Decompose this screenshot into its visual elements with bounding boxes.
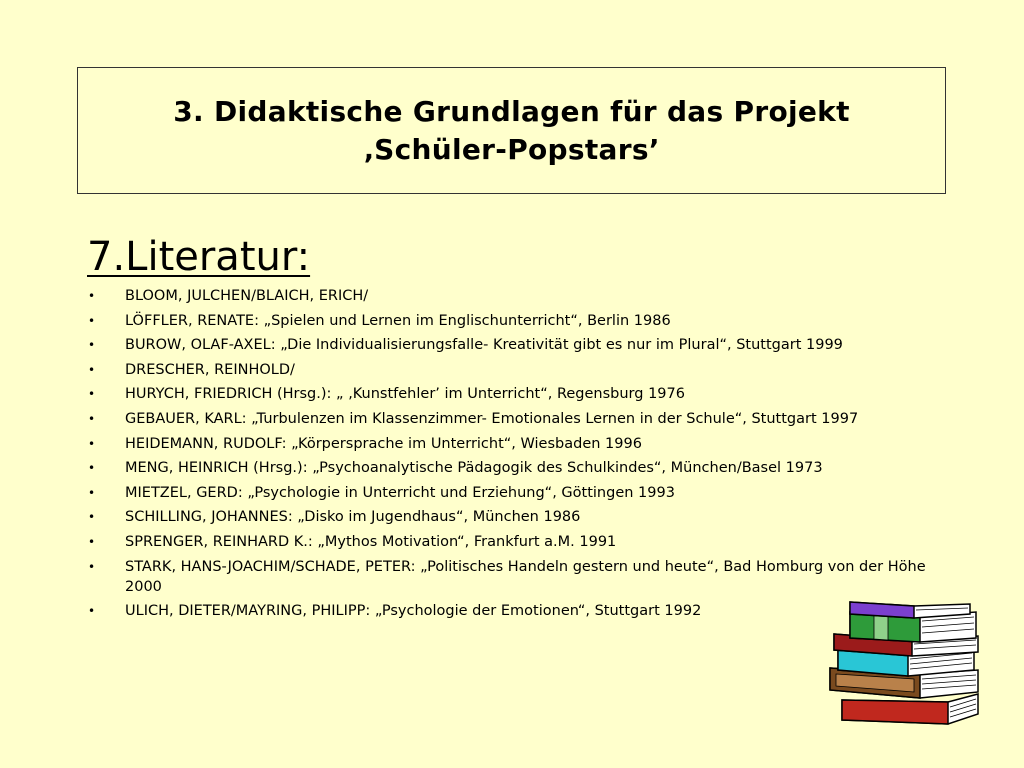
bullet-icon: • [88,338,96,353]
book-stack-icon [828,598,988,728]
slide-title-line-2: ‚Schüler-Popstars’ [363,132,660,166]
literature-entry-text: SCHILLING, JOHANNES: „Disko im Jugendhaus“, München 1986 [125,509,581,526]
literature-entry [88,532,938,552]
book-red [842,694,978,724]
slide-title-box [77,67,946,194]
literature-entry [88,458,938,478]
bullet-icon: • [88,485,96,500]
literature-entry [88,483,938,503]
literature-entry-text: DRESCHER, REINHOLD/ [125,361,295,378]
bullet-icon: • [88,461,96,476]
literature-heading: 7.Literatur: [87,234,311,280]
bullet-icon: • [88,436,96,451]
literature-entry-text: MIETZEL, GERD: „Psychologie in Unterricht und Erziehung“, Göttingen 1993 [125,484,675,501]
literature-entry [88,360,938,380]
literature-entry-text: SPRENGER, REINHARD K.: „Mythos Motivation“, Frankfurt a.M. 1991 [125,533,617,550]
literature-entry-text: BLOOM, JULCHEN/BLAICH, ERICH/ [125,288,369,304]
literature-entry-text: GEBAUER, KARL: „Turbulenzen im Klassenzimmer- Emotionales Lernen in der Schule“, Stuttgart 1997 [125,410,859,427]
bullet-icon: • [88,313,96,328]
bullet-icon: • [88,604,96,619]
literature-list [88,286,938,626]
bullet-icon: • [88,289,96,303]
bullet-icon: • [88,559,96,574]
literature-entry-text: HURYCH, FRIEDRICH (Hrsg.): „ ‚Kunstfehler’ im Unterricht“, Regensburg 1976 [125,386,685,403]
bullet-icon: • [88,534,96,549]
literature-entry [88,409,938,429]
slide-title-line-1: 3. Didaktische Grundlagen für das Projekt [173,94,850,128]
literature-entry [88,434,938,454]
literature-entry-text: STARK, HANS-JOACHIM/SCHADE, PETER: „Politisches Handeln gestern und heute“, Bad Homburg von der Höhe 2000 [125,558,926,595]
literature-entry [88,601,938,621]
literature-entry [88,557,938,597]
literature-entry [88,286,938,306]
literature-entry-text: HEIDEMANN, RUDOLF: „Körpersprache im Unterricht“, Wiesbaden 1996 [125,435,642,452]
book-purple [850,602,970,618]
literature-entry [88,335,938,355]
bullet-icon: • [88,510,96,525]
bullet-icon: • [88,411,96,426]
literature-entry [88,384,938,404]
literature-entry [88,311,938,331]
literature-entry [88,507,938,527]
literature-entry-text: MENG, HEINRICH (Hrsg.): „Psychoanalytische Pädagogik des Schulkindes“, München/Basel 1973 [125,460,823,477]
literature-entry-text: LÖFFLER, RENATE: „Spielen und Lernen im Englischunterricht“, Berlin 1986 [125,312,671,329]
literature-entry-text: ULICH, DIETER/MAYRING, PHILIPP: „Psychologie der Emotionen“, Stuttgart 1992 [125,603,702,620]
bullet-icon: • [88,387,96,402]
bullet-icon: • [88,362,96,377]
literature-entry-text: BUROW, OLAF-AXEL: „Die Individualisierungsfalle- Kreativität gibt es nur im Plural“, Stuttgart 1999 [125,337,843,354]
